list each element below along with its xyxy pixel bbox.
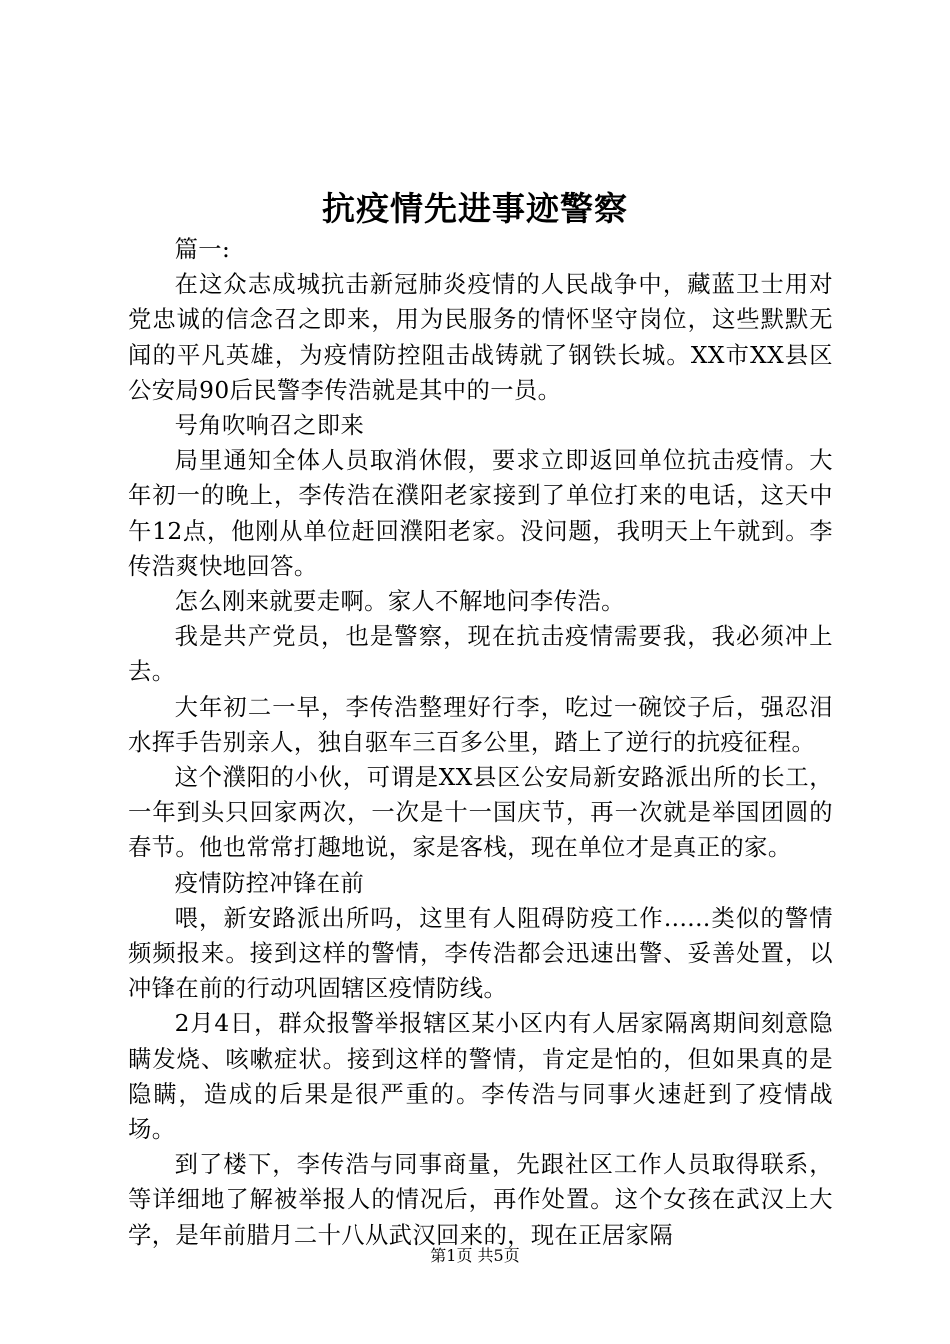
paragraph: 喂，新安路派出所吗，这里有人阻碍防疫工作......类似的警情频频报来。接到这样的警情，李传浩都会迅速出警、妥善处置，以冲锋在前的行动巩固辖区疫情防线。 [128,904,833,1003]
section-heading: 号角吹响召之即来 [174,412,365,440]
section-heading: 疫情防控冲锋在前 [174,869,365,897]
page-footer: 第1页 共5页 [430,1246,520,1265]
paragraph: 在这众志成城抗击新冠肺炎疫情的人民战争中，藏蓝卫士用对党忠诚的信念召之即来，用为民服务的情怀坚守岗位，这些默默无闻的平凡英雄，为疫情防控阻击战铸就了钢铁长城。XX市XX县区公安局90后民警李传浩就是其中的一员。 [128,271,833,404]
paragraph: 篇一: [174,236,231,263]
paragraph: 这个濮阳的小伙，可谓是XX县区公安局新安路派出所的长工，一年到头只回家两次，一次是十一国庆节，再一次就是举国团圆的春节。他也常常打趣地说，家是客栈，现在单位才是真正的家。 [128,764,833,862]
paragraph: 局里通知全体人员取消休假，要求立即返回单位抗击疫情。大年初一的晚上，李传浩在濮阳老家接到了单位打来的电话，这天中午12点，他刚从单位赶回濮阳老家。没问题，我明天上午就到。李传浩爽快地回答。 [128,447,833,580]
paragraph: 大年初二一早，李传浩整理好行李，吃过一碗饺子后，强忍泪水挥手告别亲人，独自驱车三百多公里，踏上了逆行的抗疫征程。 [128,693,833,756]
paragraph: 怎么刚来就要走啊。家人不解地问李传浩。 [174,588,625,616]
paragraph: 我是共产党员，也是警察，现在抗击疫情需要我，我必须冲上去。 [128,623,833,686]
paragraph: 2月4日，群众报警举报辖区某小区内有人居家隔离期间刻意隐瞒发烧、咳嗽症状。接到这样的警情，肯定是怕的，但如果真的是隐瞒，造成的后果是很严重的。李传浩与同事火速赶到了疫情战场。 [128,1010,833,1144]
document-title: 抗疫情先进事迹警察 [322,189,628,228]
paragraph: 到了楼下，李传浩与同事商量，先跟社区工作人员取得联系，等详细地了解被举报人的情况后，再作处置。这个女孩在武汉上大学，是年前腊月二十八从武汉回来的，现在正居家隔 [128,1151,833,1249]
document-body [128,232,833,1253]
